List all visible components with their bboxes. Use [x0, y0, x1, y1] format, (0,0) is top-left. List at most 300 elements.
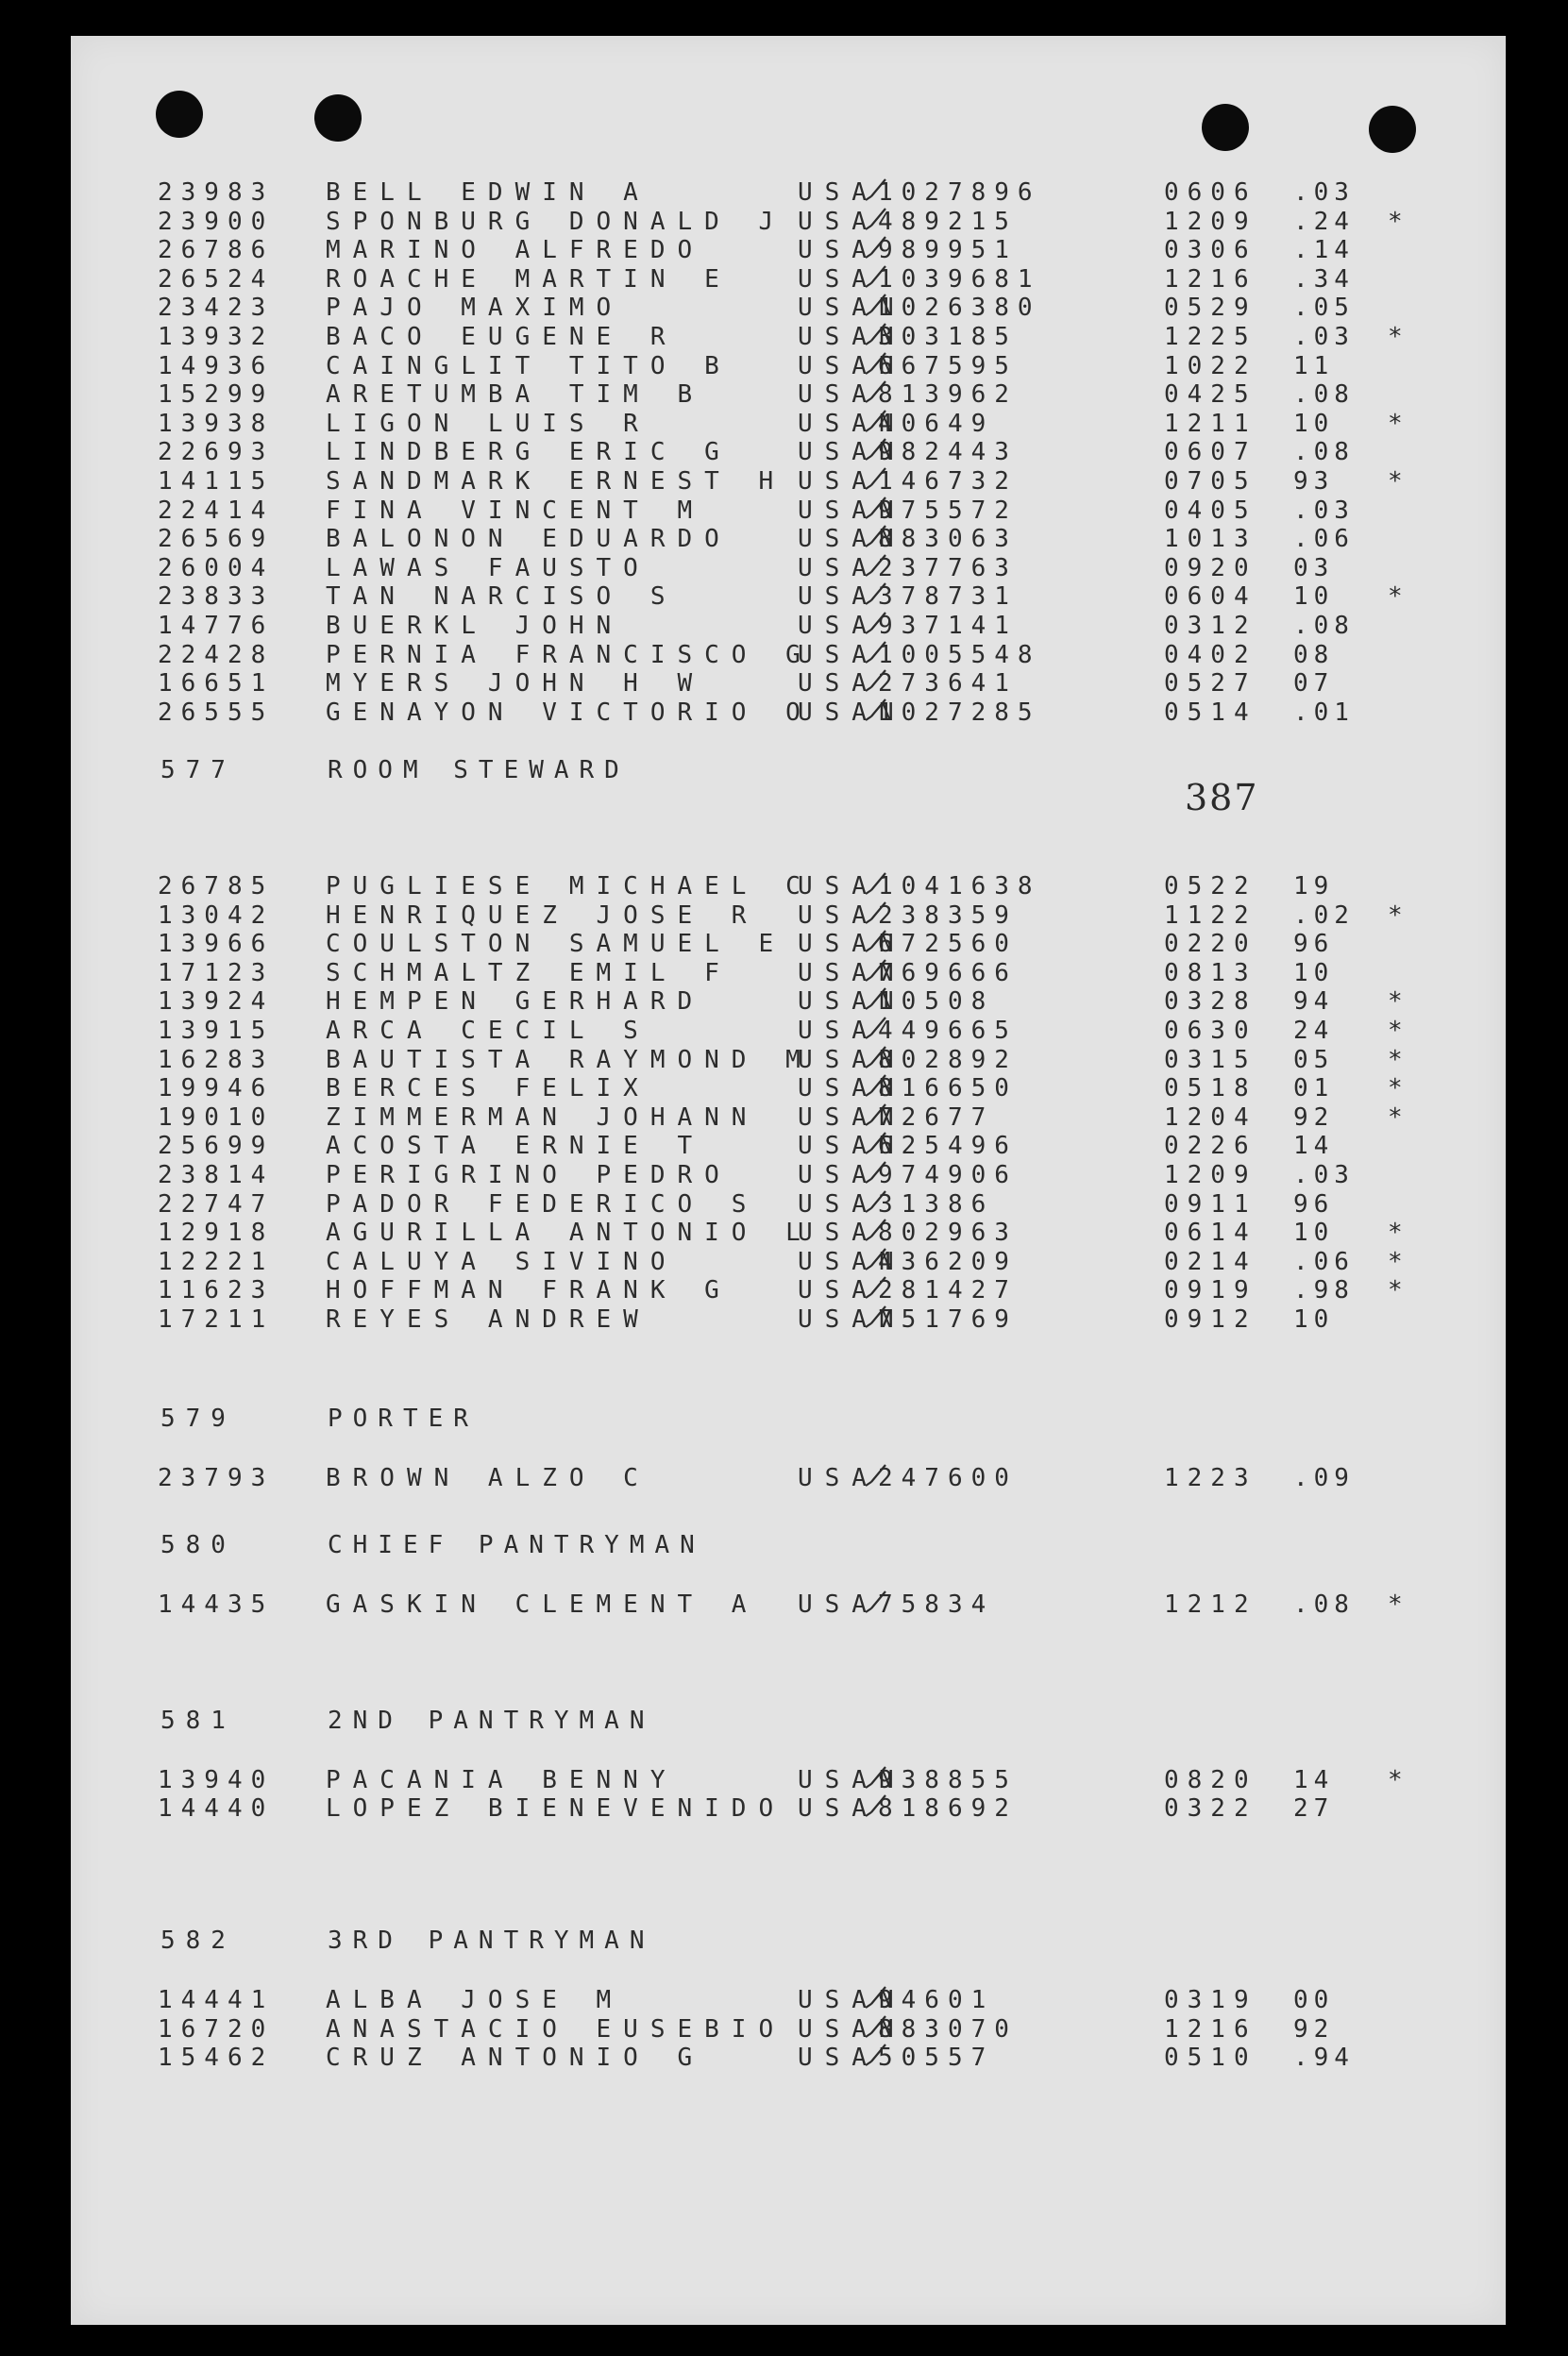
crew-name: LINDBERG ERIC G [326, 438, 732, 467]
crew-number: 19010 [158, 1102, 275, 1132]
crew-row [71, 264, 1506, 294]
rate-value: .98 [1293, 1276, 1355, 1305]
rate-value: 11 [1293, 351, 1335, 380]
punch-hole [1202, 104, 1249, 151]
date-code: 0529 [1164, 294, 1257, 323]
checkmark-icon [862, 177, 888, 206]
crew-number: 13042 [158, 900, 275, 930]
crew-row [71, 668, 1506, 698]
crew-number: 25699 [158, 1132, 275, 1161]
crew-row [71, 1102, 1506, 1133]
crew-number: 17211 [158, 1305, 275, 1334]
crew-number: 22747 [158, 1189, 275, 1219]
serial-number: 1039681 [878, 264, 1041, 294]
date-code: 0705 [1164, 467, 1257, 496]
crew-number: 26004 [158, 553, 275, 582]
checkmark-icon [862, 1304, 888, 1333]
rate-value: .06 [1293, 525, 1355, 554]
serial-number: 1005548 [878, 640, 1041, 669]
serial-number: 50557 [878, 2044, 995, 2072]
crew-name: PERIGRINO PEDRO [326, 1161, 732, 1189]
crew-name: ANASTACIO EUSEBIO [326, 2014, 786, 2044]
checkmark-icon [862, 986, 888, 1015]
serial-number: 769666 [878, 958, 1018, 987]
crew-name: LOPEZ BIENEVENIDO [326, 1794, 786, 1823]
date-code: 1122 [1164, 900, 1257, 930]
serial-number: 378731 [878, 582, 1018, 612]
asterisk-mark: * [1388, 900, 1403, 930]
crew-name: HEMPEN GERHARD [326, 987, 705, 1017]
crew-name: BROWN ALZO C [326, 1464, 650, 1492]
checkmark-icon [862, 409, 888, 437]
date-code: 0607 [1164, 438, 1257, 467]
document-page [71, 36, 1506, 2325]
checkmark-icon [862, 1793, 888, 1822]
asterisk-mark: * [1388, 207, 1403, 236]
date-code: 0315 [1164, 1045, 1257, 1074]
checkmark-icon [862, 1016, 888, 1044]
checkmark-icon [862, 1590, 888, 1618]
asterisk-mark: * [1388, 1102, 1403, 1132]
crew-number: 12221 [158, 1247, 275, 1276]
page-number-stamp: 387 [1185, 777, 1259, 818]
citizenship: USA [798, 1189, 879, 1219]
crew-row [71, 553, 1506, 583]
checkmark-icon [862, 1985, 888, 2013]
asterisk-mark: * [1388, 1766, 1403, 1794]
citizenship: USAN [798, 1045, 906, 1074]
section-title: ROOM STEWARD [328, 756, 630, 784]
serial-number: 672560 [878, 930, 1018, 959]
citizenship: USA [798, 178, 879, 207]
serial-number: 449665 [878, 1017, 1018, 1045]
asterisk-mark: * [1388, 987, 1403, 1017]
rate-value: 93 [1293, 467, 1335, 496]
punch-hole [314, 94, 362, 142]
serial-number: 816650 [878, 1074, 1018, 1103]
section-code: 577 [160, 756, 236, 784]
crew-row [71, 1160, 1506, 1190]
checkmark-icon [862, 929, 888, 957]
crew-name: ROACHE MARTIN E [326, 264, 732, 294]
citizenship: USA [798, 900, 879, 930]
date-code: 0312 [1164, 612, 1257, 640]
crew-row [71, 958, 1506, 988]
crew-name: TAN NARCISO S [326, 582, 678, 612]
serial-number: 802963 [878, 1219, 1018, 1248]
citizenship: USAN [798, 1305, 906, 1334]
crew-name: ARETUMBA TIM B [326, 380, 705, 410]
rate-value: 94 [1293, 987, 1335, 1017]
date-code: 0813 [1164, 958, 1257, 987]
crew-row [71, 611, 1506, 641]
date-code: 0510 [1164, 2044, 1257, 2072]
serial-number: 247600 [878, 1464, 1018, 1492]
crew-name: ACOSTA ERNIE T [326, 1132, 705, 1161]
date-code: 1209 [1164, 1161, 1257, 1189]
crew-row [71, 929, 1506, 959]
date-code: 0425 [1164, 380, 1257, 410]
citizenship: USA [798, 582, 879, 612]
rate-value: 10 [1293, 958, 1335, 987]
checkmark-icon [862, 958, 888, 986]
asterisk-mark: * [1388, 323, 1403, 351]
serial-number: 667595 [878, 351, 1018, 380]
rate-value: 00 [1293, 1986, 1335, 2014]
serial-number: 813962 [878, 380, 1018, 410]
rate-value: 10 [1293, 1305, 1335, 1334]
crew-number: 26555 [158, 698, 275, 727]
checkmark-icon [862, 668, 888, 697]
citizenship: USAN [798, 438, 906, 467]
date-code: 0328 [1164, 987, 1257, 1017]
section-code: 582 [160, 1927, 236, 1955]
crew-name: SANDMARK ERNEST H [326, 467, 786, 496]
date-code: 0614 [1164, 1219, 1257, 1248]
date-code: 1223 [1164, 1464, 1257, 1492]
crew-number: 14435 [158, 1590, 275, 1619]
crew-row [71, 2043, 1506, 2073]
crew-name: GASKIN CLEMENT A [326, 1590, 759, 1619]
rate-value: 14 [1293, 1132, 1335, 1161]
checkmark-icon [862, 611, 888, 639]
asterisk-mark: * [1388, 1219, 1403, 1248]
serial-number: 1027896 [878, 178, 1041, 207]
serial-number: 883070 [878, 2014, 1018, 2044]
serial-number: 974906 [878, 1161, 1018, 1189]
citizenship: USA [798, 1017, 879, 1045]
date-code: 0402 [1164, 640, 1257, 669]
rate-value: 96 [1293, 930, 1335, 959]
crew-name: SPONBURG DONALD J [326, 207, 786, 236]
punch-hole [156, 91, 203, 138]
crew-row [71, 351, 1506, 381]
serial-number: 303185 [878, 323, 1018, 351]
rate-value: .09 [1293, 1464, 1355, 1492]
crew-name: CALUYA SIVINO [326, 1247, 678, 1276]
date-code: 0226 [1164, 1132, 1257, 1161]
date-code: 0319 [1164, 1986, 1257, 2014]
crew-number: 13938 [158, 409, 275, 438]
crew-row [71, 177, 1506, 208]
rate-value: 07 [1293, 669, 1335, 698]
crew-row [71, 1189, 1506, 1220]
citizenship: USA [798, 467, 879, 496]
section-heading [71, 1403, 1506, 1435]
checkmark-icon [862, 1160, 888, 1188]
crew-row [71, 1073, 1506, 1103]
rate-value: .03 [1293, 323, 1355, 351]
section-heading [71, 1705, 1506, 1737]
rate-value: .08 [1293, 1590, 1355, 1619]
crew-name: BELL EDWIN A [326, 178, 650, 207]
citizenship: USAN [798, 1766, 906, 1794]
crew-row [71, 900, 1506, 931]
crew-number: 22414 [158, 496, 275, 525]
section-title: CHIEF PANTRYMAN [328, 1531, 705, 1559]
crew-row [71, 1218, 1506, 1248]
asterisk-mark: * [1388, 467, 1403, 496]
section-code: 580 [160, 1531, 236, 1559]
rate-value: .94 [1293, 2044, 1355, 2072]
rate-value: .14 [1293, 236, 1355, 265]
punch-hole [1369, 106, 1416, 153]
citizenship: USA [798, 640, 879, 669]
crew-row [71, 379, 1506, 410]
rate-value: 05 [1293, 1045, 1335, 1074]
serial-number: 31386 [878, 1189, 995, 1219]
checkmark-icon [862, 1045, 888, 1073]
rate-value: .24 [1293, 207, 1355, 236]
rate-value: .08 [1293, 438, 1355, 467]
asterisk-mark: * [1388, 1045, 1403, 1074]
citizenship: USA [798, 236, 879, 265]
rate-value: .08 [1293, 612, 1355, 640]
serial-number: 40649 [878, 409, 995, 438]
crew-name: BACO EUGENE R [326, 323, 678, 351]
crew-name: PAJO MAXIMO [326, 294, 624, 323]
citizenship: USAN [798, 323, 906, 351]
crew-name: BAUTISTA RAYMOND M [326, 1045, 813, 1074]
rate-value: 19 [1293, 872, 1335, 900]
citizenship: USA [798, 1161, 879, 1189]
date-code: 0306 [1164, 236, 1257, 265]
crew-row [71, 2014, 1506, 2045]
checkmark-icon [862, 581, 888, 610]
section-heading [71, 1529, 1506, 1561]
crew-row [71, 1247, 1506, 1277]
section-code: 581 [160, 1707, 236, 1735]
citizenship: USA [798, 1794, 879, 1823]
rate-value: .08 [1293, 380, 1355, 410]
serial-number: 818692 [878, 1794, 1018, 1823]
serial-number: 1027285 [878, 698, 1041, 727]
citizenship: USA [798, 207, 879, 236]
rate-value: .34 [1293, 264, 1355, 294]
date-code: 0405 [1164, 496, 1257, 525]
rate-value: .05 [1293, 294, 1355, 323]
crew-number: 13940 [158, 1766, 275, 1794]
crew-number: 23423 [158, 294, 275, 323]
date-code: 0220 [1164, 930, 1257, 959]
crew-row [71, 466, 1506, 496]
crew-number: 14440 [158, 1794, 275, 1823]
crew-row [71, 581, 1506, 612]
checkmark-icon [862, 351, 888, 379]
date-code: 0606 [1164, 178, 1257, 207]
citizenship: USA [798, 1464, 879, 1492]
crew-number: 22428 [158, 640, 275, 669]
crew-number: 26569 [158, 525, 275, 554]
crew-row [71, 1985, 1506, 2015]
citizenship: USAN [798, 2014, 906, 2044]
asterisk-mark: * [1388, 1590, 1403, 1619]
citizenship: USAN [798, 496, 906, 525]
citizenship: USAN [798, 958, 906, 987]
rate-value: 27 [1293, 1794, 1335, 1823]
rate-value: .02 [1293, 900, 1355, 930]
rate-value: 10 [1293, 409, 1335, 438]
date-code: 0912 [1164, 1305, 1257, 1334]
checkmark-icon [862, 871, 888, 900]
checkmark-icon [862, 1073, 888, 1102]
crew-name: PADOR FEDERICO S [326, 1189, 759, 1219]
crew-number: 23900 [158, 207, 275, 236]
crew-name: HENRIQUEZ JOSE R [326, 900, 759, 930]
checkmark-icon [862, 379, 888, 408]
crew-name: CRUZ ANTONIO G [326, 2044, 705, 2072]
crew-row [71, 496, 1506, 526]
crew-row [71, 1016, 1506, 1046]
checkmark-icon [862, 900, 888, 929]
crew-row [71, 409, 1506, 439]
rate-value: 08 [1293, 640, 1335, 669]
section-title: PORTER [328, 1405, 479, 1433]
crew-number: 14115 [158, 467, 275, 496]
crew-name: REYES ANDREW [326, 1305, 650, 1334]
date-code: 0514 [1164, 698, 1257, 727]
crew-row [71, 1765, 1506, 1795]
citizenship: USAN [798, 1247, 906, 1276]
checkmark-icon [862, 698, 888, 726]
crew-number: 16651 [158, 669, 275, 698]
checkmark-icon [862, 2014, 888, 2043]
date-code: 1216 [1164, 264, 1257, 294]
date-code: 0604 [1164, 582, 1257, 612]
serial-number: 625496 [878, 1132, 1018, 1161]
crew-name: LIGON LUIS R [326, 409, 650, 438]
crew-number: 19946 [158, 1074, 275, 1103]
rate-value: 92 [1293, 1102, 1335, 1132]
checkmark-icon [862, 496, 888, 524]
crew-name: BALONON EDUARDO [326, 525, 732, 554]
date-code: 1204 [1164, 1102, 1257, 1132]
crew-row [71, 293, 1506, 323]
section-heading [71, 754, 1506, 786]
crew-name: PERNIA FRANCISCO G [326, 640, 813, 669]
serial-number: 982443 [878, 438, 1018, 467]
date-code: 0920 [1164, 553, 1257, 582]
serial-number: 489215 [878, 207, 1018, 236]
asterisk-mark: * [1388, 582, 1403, 612]
serial-number: 273641 [878, 669, 1018, 698]
checkmark-icon [862, 235, 888, 263]
crew-name: HOFFMAN FRANK G [326, 1276, 732, 1305]
crew-number: 23793 [158, 1464, 275, 1492]
date-code: 1211 [1164, 409, 1257, 438]
crew-number: 13915 [158, 1017, 275, 1045]
citizenship: USA [798, 612, 879, 640]
citizenship: USAN [798, 1986, 906, 2014]
crew-name: BERCES FELIX [326, 1074, 650, 1103]
crew-number: 26786 [158, 236, 275, 265]
crew-number: 14441 [158, 1986, 275, 2014]
crew-name: ALBA JOSE M [326, 1986, 624, 2014]
serial-number: 146732 [878, 467, 1018, 496]
crew-number: 11623 [158, 1276, 275, 1305]
crew-number: 15462 [158, 2044, 275, 2072]
crew-row [71, 986, 1506, 1017]
crew-name: AGURILLA ANTONIO L [326, 1219, 813, 1248]
asterisk-mark: * [1388, 1276, 1403, 1305]
rate-value: 24 [1293, 1017, 1335, 1045]
crew-number: 16283 [158, 1045, 275, 1074]
checkmark-icon [862, 1131, 888, 1159]
serial-number: 10508 [878, 987, 995, 1017]
crew-number: 15299 [158, 380, 275, 410]
crew-row [71, 207, 1506, 237]
checkmark-icon [862, 640, 888, 668]
crew-row [71, 322, 1506, 352]
crew-number: 16720 [158, 2014, 275, 2044]
crew-row [71, 524, 1506, 554]
rate-value: .03 [1293, 1161, 1355, 1189]
citizenship: USA [798, 2044, 879, 2072]
crew-name: CAINGLIT TITO B [326, 351, 732, 380]
serial-number: 937141 [878, 612, 1018, 640]
checkmark-icon [862, 1463, 888, 1491]
citizenship: USAN [798, 1074, 906, 1103]
serial-number: 94601 [878, 1986, 995, 2014]
checkmark-icon [862, 264, 888, 293]
checkmark-icon [862, 1189, 888, 1218]
crew-number: 22693 [158, 438, 275, 467]
crew-name: LAWAS FAUSTO [326, 553, 650, 582]
crew-row [71, 1045, 1506, 1075]
citizenship: USAN [798, 351, 906, 380]
crew-number: 26524 [158, 264, 275, 294]
citizenship: USA [798, 1219, 879, 1248]
date-code: 1022 [1164, 351, 1257, 380]
crew-row [71, 1590, 1506, 1620]
checkmark-icon [862, 1102, 888, 1131]
rate-value: 96 [1293, 1189, 1335, 1219]
serial-number: 72677 [878, 1102, 995, 1132]
date-code: 1216 [1164, 2014, 1257, 2044]
serial-number: 436209 [878, 1247, 1018, 1276]
crew-number: 14936 [158, 351, 275, 380]
date-code: 0911 [1164, 1189, 1257, 1219]
section-title: 2ND PANTRYMAN [328, 1707, 655, 1735]
rate-value: .01 [1293, 698, 1355, 727]
crew-number: 13924 [158, 987, 275, 1017]
crew-row [71, 1463, 1506, 1493]
crew-number: 17123 [158, 958, 275, 987]
checkmark-icon [862, 1247, 888, 1275]
serial-number: 237763 [878, 553, 1018, 582]
serial-number: 281427 [878, 1276, 1018, 1305]
checkmark-icon [862, 207, 888, 235]
checkmark-icon [862, 437, 888, 465]
checkmark-icon [862, 1765, 888, 1793]
serial-number: 751769 [878, 1305, 1018, 1334]
checkmark-icon [862, 2043, 888, 2071]
citizenship: USA [798, 1276, 879, 1305]
crew-number: 13932 [158, 323, 275, 351]
date-code: 1225 [1164, 323, 1257, 351]
section-heading [71, 1925, 1506, 1957]
crew-row [71, 698, 1506, 728]
rate-value: 01 [1293, 1074, 1335, 1103]
checkmark-icon [862, 293, 888, 321]
crew-name: PACANIA BENNY [326, 1766, 678, 1794]
citizenship: USAN [798, 525, 906, 554]
crew-row [71, 1131, 1506, 1161]
serial-number: 975572 [878, 496, 1018, 525]
citizenship: USA [798, 1590, 879, 1619]
checkmark-icon [862, 553, 888, 581]
checkmark-icon [862, 1218, 888, 1246]
